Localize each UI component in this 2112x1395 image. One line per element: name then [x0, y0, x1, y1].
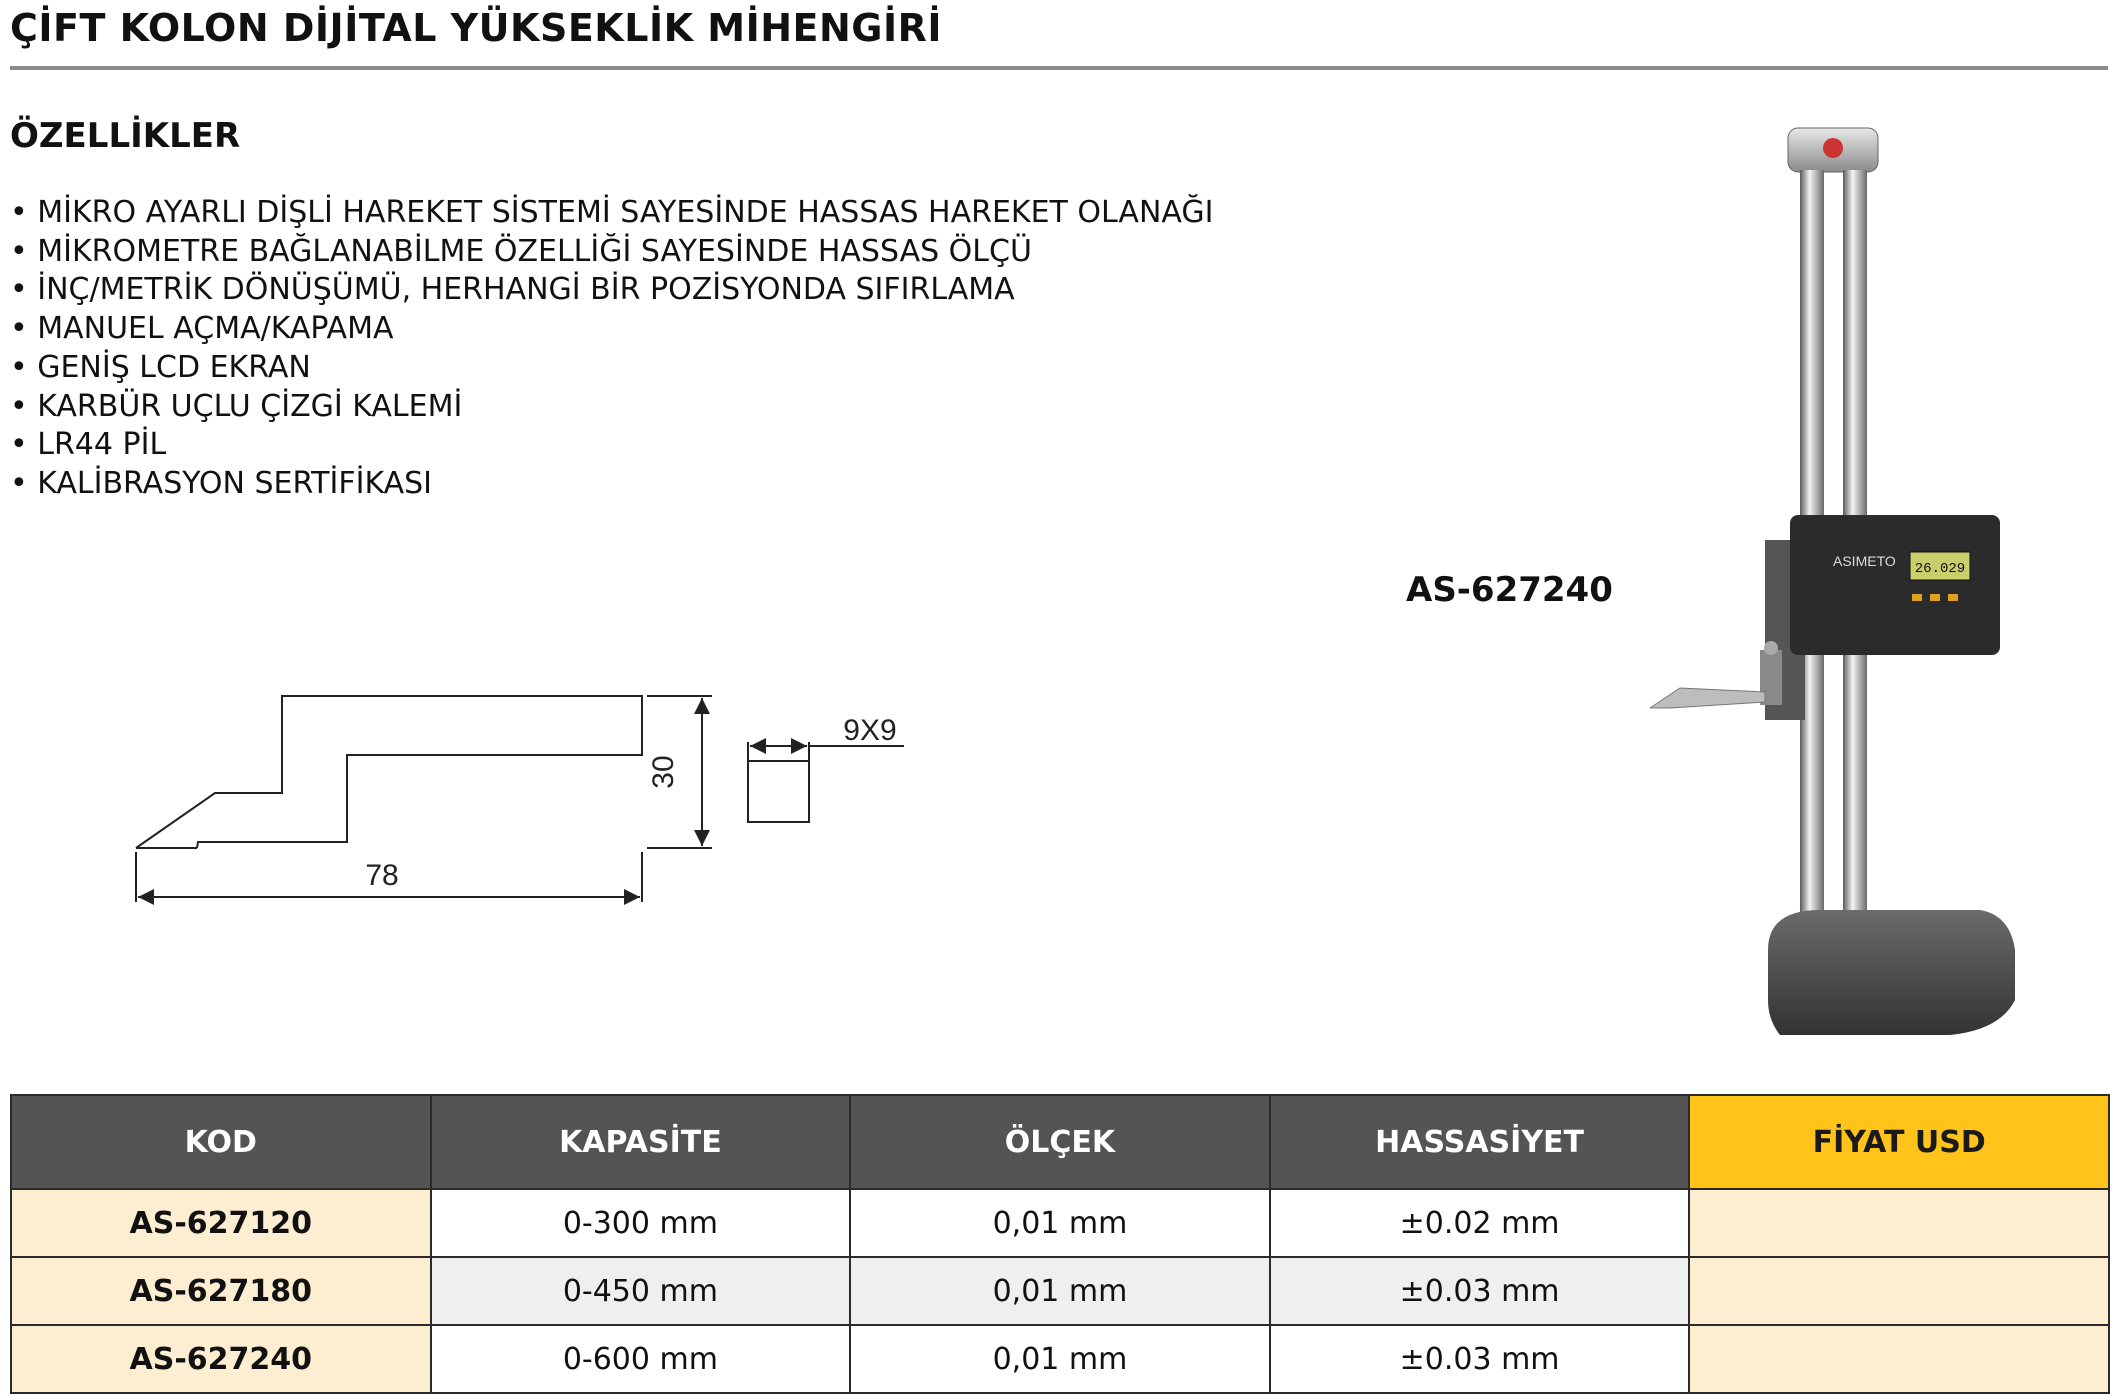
lcd-reading: 26.029: [1914, 561, 1966, 577]
feature-item: • KARBÜR UÇLU ÇİZGİ KALEMİ: [10, 388, 1214, 427]
column-header-capacity: KAPASİTE: [431, 1095, 851, 1189]
gauge-base: [1768, 910, 2015, 1035]
cell-price: [1689, 1189, 2109, 1257]
feature-item: • MİKROMETRE BAĞLANABİLME ÖZELLİĞİ SAYESİNDE HASSAS ÖLÇÜ: [10, 233, 1214, 272]
cell-code: AS-627180: [11, 1257, 431, 1325]
column-header-scale: ÖLÇEK: [850, 1095, 1270, 1189]
slider-head: [1790, 515, 2000, 655]
features-list: [10, 194, 1214, 504]
height-gauge-image: [1650, 120, 2030, 1050]
column-header-accuracy: HASSASİYET: [1270, 1095, 1690, 1189]
cell-accuracy: ±0.03 mm: [1270, 1325, 1690, 1393]
cell-capacity: 0-450 mm: [431, 1257, 851, 1325]
width-dimension-label: 78: [365, 859, 399, 892]
feature-item: • LR44 PİL: [10, 426, 1214, 465]
cell-accuracy: ±0.03 mm: [1270, 1257, 1690, 1325]
inch-mm-key: [1948, 594, 1958, 601]
clamp-knob: [1764, 641, 1778, 655]
section-dimension-label: 9X9: [843, 714, 897, 747]
spec-table: [10, 1094, 2110, 1394]
cell-price: [1689, 1257, 2109, 1325]
cell-price: [1689, 1325, 2109, 1393]
feature-item: • MANUEL AÇMA/KAPAMA: [10, 310, 1214, 349]
height-dimension-label: 30: [647, 755, 680, 789]
feature-item: • KALİBRASYON SERTİFİKASI: [10, 465, 1214, 504]
zero-key: [1930, 594, 1940, 601]
table-header-row: [11, 1095, 2109, 1189]
cell-scale: 0,01 mm: [850, 1189, 1270, 1257]
scriber-outline: [136, 696, 904, 902]
cell-capacity: 0-600 mm: [431, 1325, 851, 1393]
scriber-tip: [1650, 688, 1765, 708]
cell-code: AS-627120: [11, 1189, 431, 1257]
table-row: [11, 1189, 2109, 1257]
feature-item: • İNÇ/METRİK DÖNÜŞÜMÜ, HERHANGİ BİR POZİSYONDA SIFIRLAMA: [10, 271, 1214, 310]
feature-item: • GENİŞ LCD EKRAN: [10, 349, 1214, 388]
cell-capacity: 0-300 mm: [431, 1189, 851, 1257]
cell-code: AS-627240: [11, 1325, 431, 1393]
product-label: AS-627240: [1406, 570, 1613, 610]
column-header-price: FİYAT USD: [1689, 1095, 2109, 1189]
top-cap-logo: [1823, 138, 1843, 158]
cell-scale: 0,01 mm: [850, 1325, 1270, 1393]
title-divider: [10, 66, 2108, 70]
cell-scale: 0,01 mm: [850, 1257, 1270, 1325]
table-row: [11, 1325, 2109, 1393]
features-heading: ÖZELLİKLER: [10, 116, 241, 156]
scriber-drawing: [120, 680, 920, 920]
page-title: ÇİFT KOLON DİJİTAL YÜKSEKLİK MİHENGİRİ: [10, 6, 943, 50]
cell-accuracy: ±0.02 mm: [1270, 1189, 1690, 1257]
mode-key: [1912, 594, 1922, 601]
feature-item: • MİKRO AYARLI DİŞLİ HAREKET SİSTEMİ SAYESİNDE HASSAS HAREKET OLANAĞI: [10, 194, 1214, 233]
column-header-code: KOD: [11, 1095, 431, 1189]
table-row: [11, 1257, 2109, 1325]
brand-label: ASIMETO: [1833, 553, 1896, 569]
